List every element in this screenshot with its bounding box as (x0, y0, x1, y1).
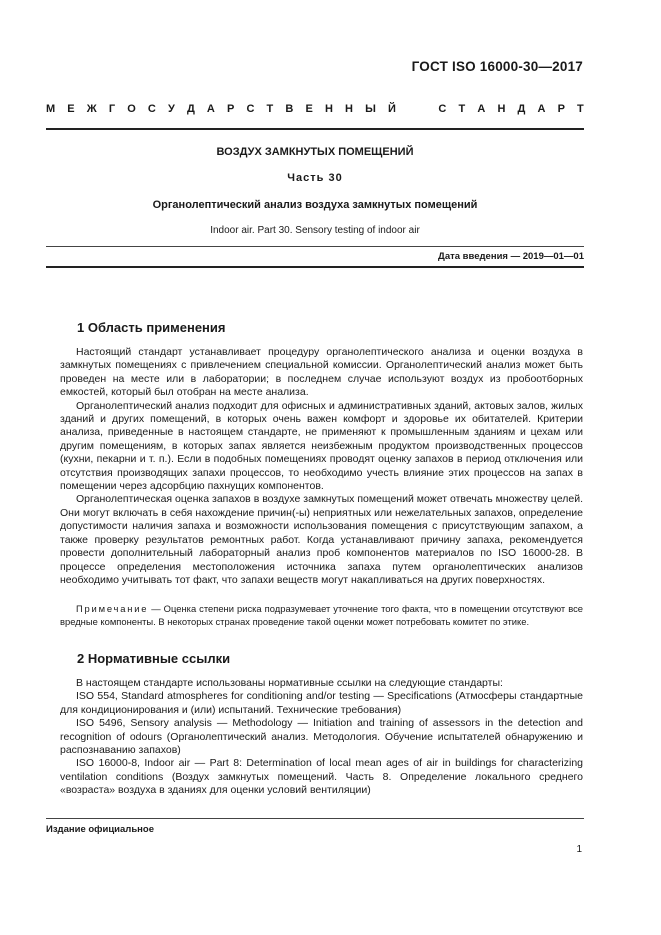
banner-letter: Е (305, 103, 313, 115)
banner-letter: Д (186, 103, 195, 115)
banner-letter: Д (517, 103, 526, 115)
section-2-body (60, 677, 583, 798)
banner-letter: Г (108, 103, 116, 115)
note-label: Примечание (76, 603, 149, 614)
banner-letter: Ы (365, 103, 376, 115)
section-1-body (60, 346, 583, 587)
header-rule (46, 128, 584, 130)
banner-letter: С (246, 103, 255, 115)
english-title: Indoor air. Part 30. Sensory testing of indoor air (210, 225, 420, 236)
banner-letter: А (537, 103, 546, 115)
banner-letter: С (438, 103, 447, 115)
paragraph: Органолептическая оценка запахов в воздухе замкнутых помещений может отвечать множеству целей. Они могут включать в себя нахождение причин(-ы) неприятных или нежелательных запахов, определение допустимости наличия запаха и возможности использования помещения с присутствующим запахом, а также проверку результатов ремонтных работ. Когда устанавливают причину запаха, рекомендуется провести дополнительный лабораторный анализ проб компонентов материалов по ISO 16000-28. В процессе определения местоположения источника запаха путем органолептических анализов необходимо учитывать тот факт, что запахи веществ могут накапливаться на других поверхностях. (60, 493, 583, 586)
paragraph: Настоящий стандарт устанавливает процедуру органолептического анализа и оценки воздуха в замкнутых помещениях с привлечением специальной комиссии. Органолептический анализ может быть проведен на месте или в лаборатории; в последнем случае используют воздух из пробоотборных емкостей, который был отобран на месте анализа. (60, 346, 583, 399)
document-part: Часть 30 (287, 172, 343, 184)
date-rule (46, 266, 584, 268)
banner-letter: Н (497, 103, 506, 115)
banner-letter: Т (577, 103, 584, 115)
banner-letter: Н (324, 103, 333, 115)
document-subtitle: Органолептический анализ воздуха замкнутых помещений (152, 199, 478, 211)
banner-letter: В (285, 103, 294, 115)
document-code: ГОСТ ISO 16000-30—2017 (411, 59, 583, 74)
introduction-date: Дата введения — 2019—01—01 (438, 251, 584, 262)
reference-item: ISO 5496, Sensory analysis — Methodology — Initiation and training of assessors in the detection and recognition of odours (Органолептический анализ. Методология. Обучение испытателей обнаружению и распознаванию запахов) (60, 717, 583, 757)
page-number: 1 (576, 844, 582, 855)
note-text: — Оценка степени риска подразумевает уточнение того факта, что в помещении отсутствуют все вредные компоненты. В некоторых странах проведение такой оценки может потребовать комитет по этике. (60, 603, 583, 627)
title-rule (46, 246, 584, 247)
banner-letter: Р (227, 103, 235, 115)
banner-letter: Ж (86, 103, 97, 115)
banner-letter: Р (557, 103, 565, 115)
banner-letter: Т (458, 103, 466, 115)
banner-letter: А (477, 103, 486, 115)
banner-letter: У (167, 103, 175, 115)
banner-letter: М (46, 103, 56, 115)
banner-letter: Й (388, 103, 396, 115)
banner-letter: Е (67, 103, 75, 115)
section-2-heading: 2 Нормативные ссылки (77, 651, 231, 666)
note (60, 602, 583, 628)
banner-letter: Н (345, 103, 353, 115)
section-1-heading: 1 Область применения (77, 320, 226, 335)
footer-rule (46, 818, 584, 819)
paragraph: В настоящем стандарте использованы нормативные ссылки на следующие стандарты: (76, 677, 503, 689)
paragraph: Органолептический анализ подходит для офисных и административных зданий, актовых залов, жилых зданий и других помещений, в которых очень важен комфорт и здоровье их обитателей. Критерии анализа, приведенные в настоящем стандарте, не применяют к промышленным зданиям и цехам или другим помещениям, в которых запах является неизбежным продуктом производственных процессов (кухни, пекарни и т. п.). Если в подобных помещениях проводят оценку запахов в период отключения или отсутствия производящих запахи процессов, то необходимо учесть влияние этих процессов на запах в помещении через адсорбцию пахнущих компонентов. (60, 399, 583, 493)
banner-gap (423, 103, 426, 115)
banner-gap (408, 103, 411, 115)
interstate-standard-banner (46, 103, 584, 115)
banner-letter: О (127, 103, 136, 115)
document-title: ВОЗДУХ ЗАМКНУТЫХ ПОМЕЩЕНИЙ (216, 146, 414, 158)
banner-letter: С (147, 103, 156, 115)
edition-label: Издание официальное (46, 824, 154, 835)
reference-item: ISO 554, Standard atmospheres for conditioning and/or testing — Specifications (Атмосферы стандартные для кондиционирования и (или) испытаний. Технические требования) (60, 690, 583, 716)
banner-letter: А (206, 103, 215, 115)
banner-letter: Т (266, 103, 274, 115)
reference-item: ISO 16000-8, Indoor air — Part 8: Determination of local mean ages of air in buildings for characterizing ventilation conditions (Воздух замкнутых помещений. Часть 8. Определение локального среднего «возраста» воздуха в зданиях для оценки условий вентиляции) (60, 757, 583, 797)
